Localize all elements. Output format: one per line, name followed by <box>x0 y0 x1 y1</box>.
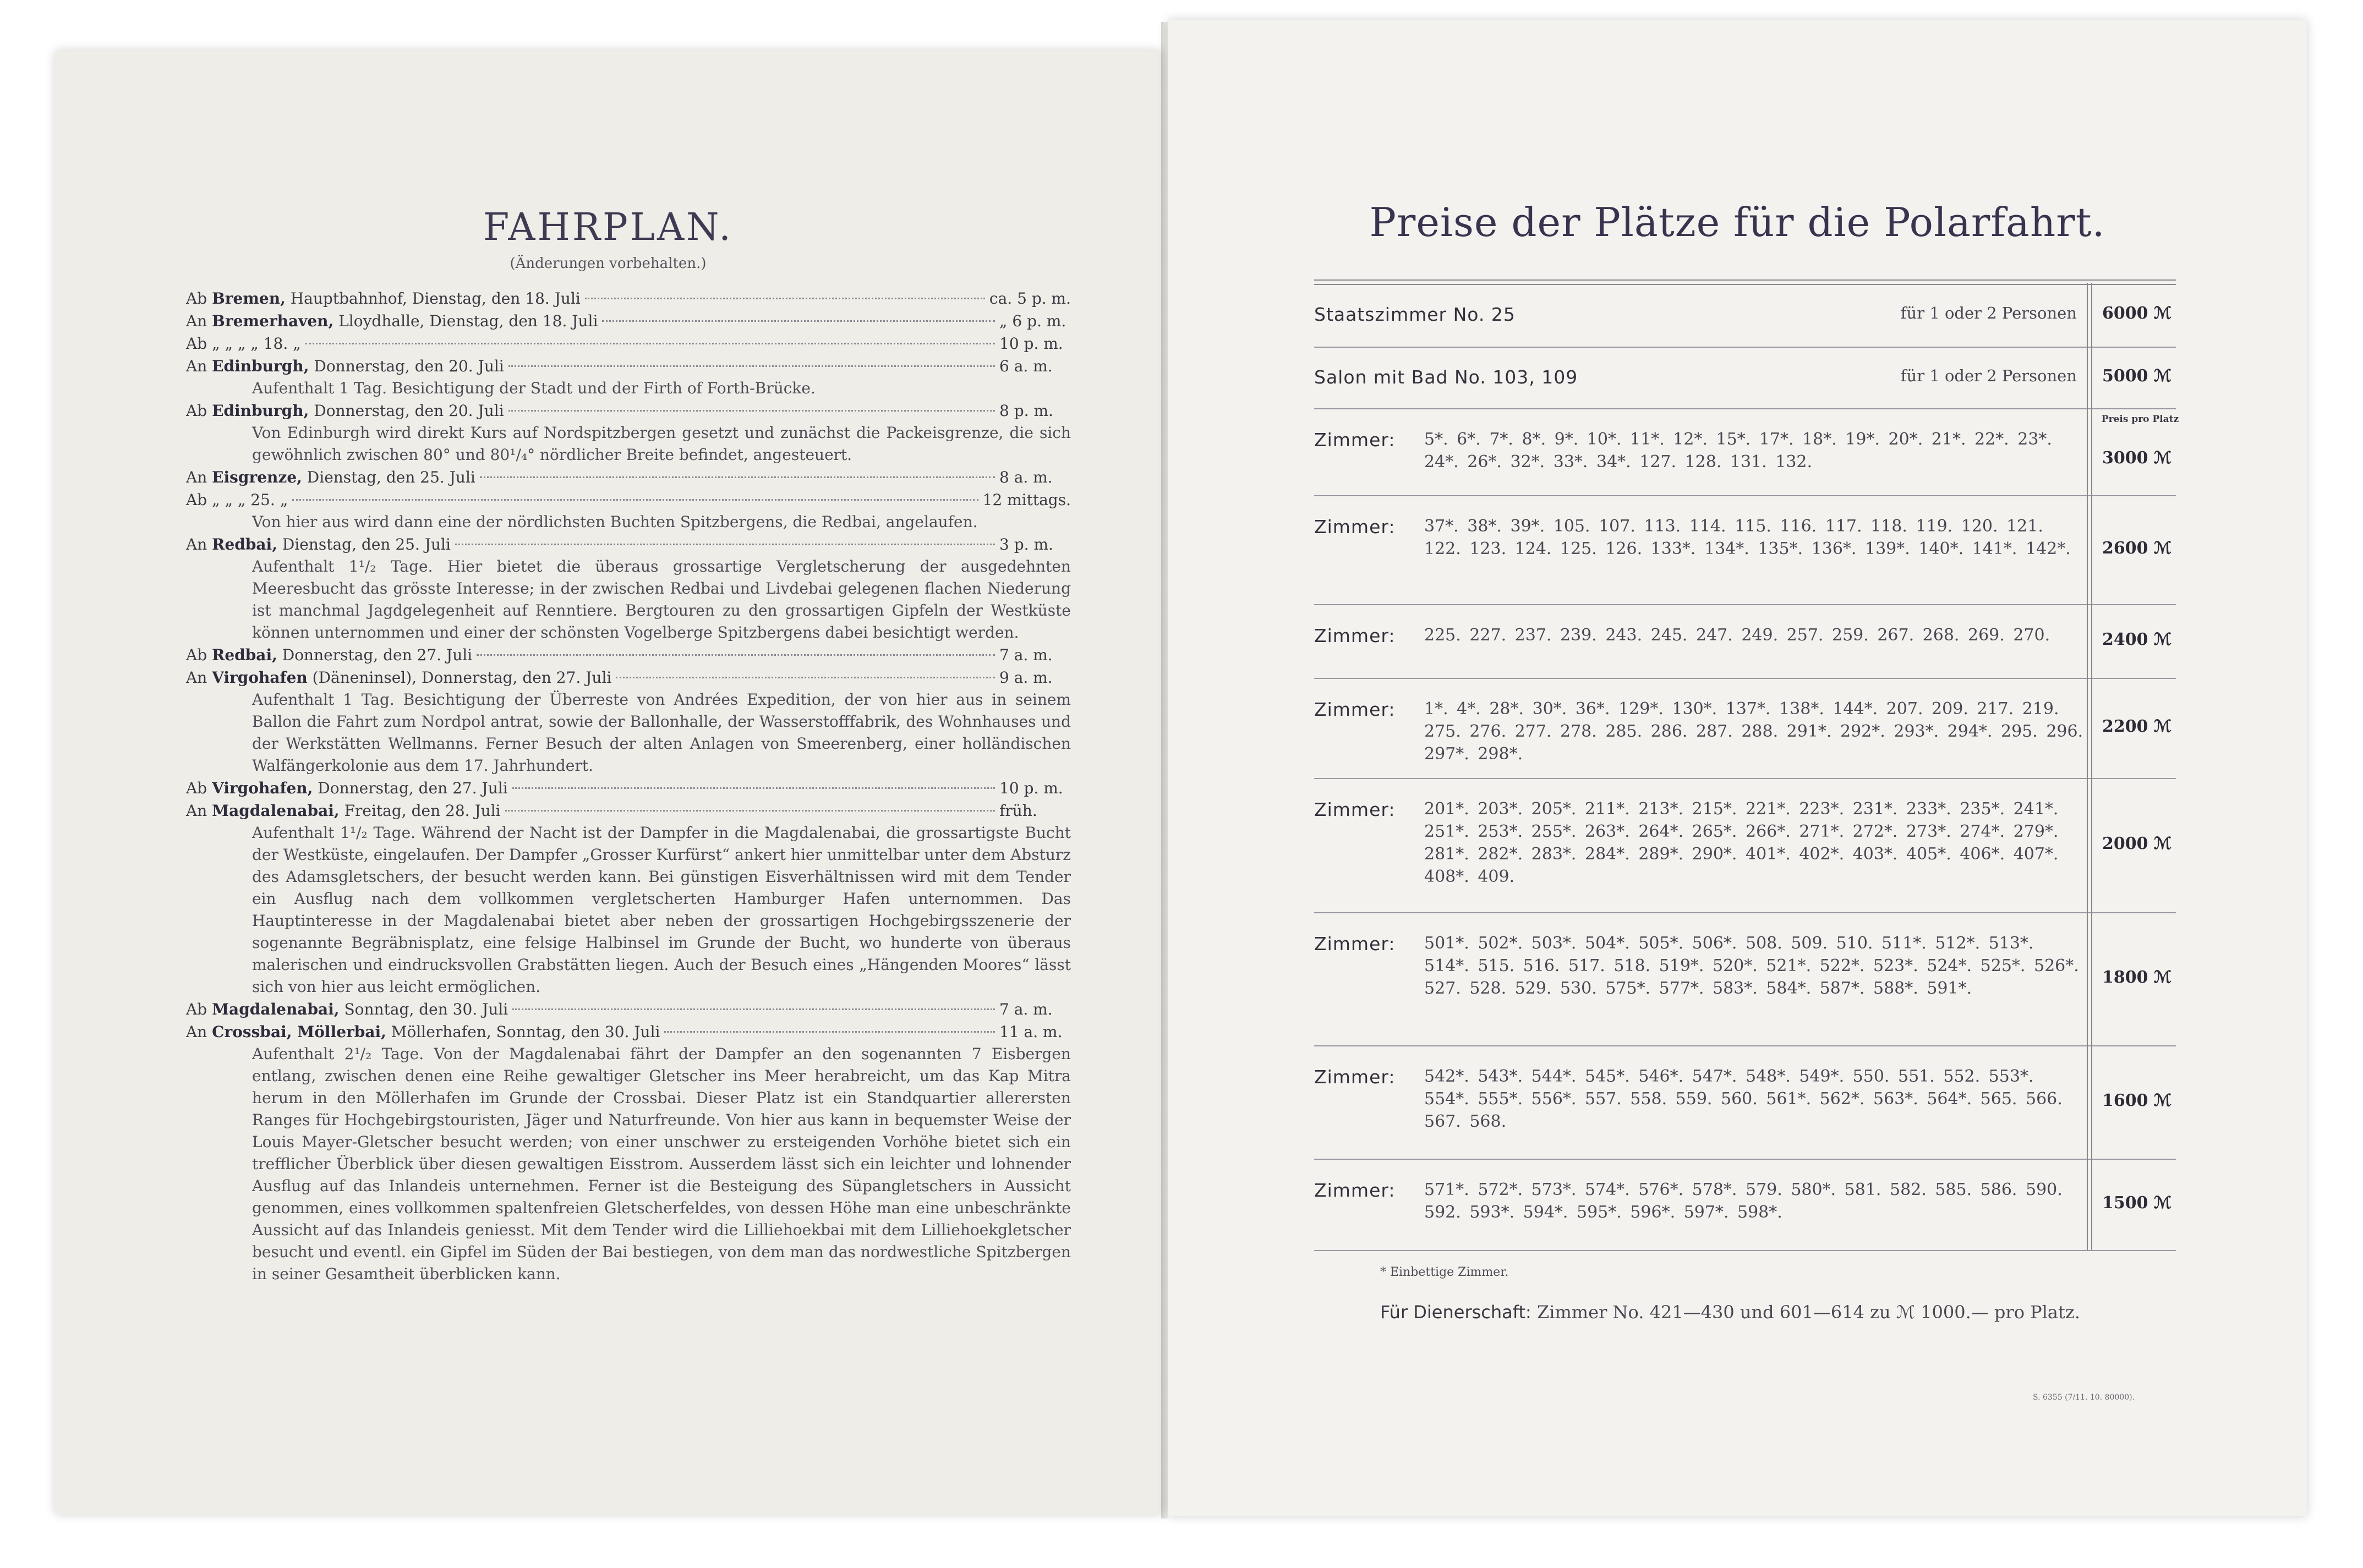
leader-dots <box>512 1008 995 1010</box>
schedule-line-text <box>186 332 301 355</box>
schedule-line-text <box>186 1021 660 1043</box>
print-code: S. 6355 (7/11. 10. 80000). <box>2033 1393 2135 1402</box>
schedule-direction: An <box>186 357 207 375</box>
leader-dots <box>305 343 995 344</box>
schedule-details: Donnerstag, den 20. Juli <box>309 402 504 420</box>
schedule-details: Möllerhafen, Sonntag, den 30. Juli <box>386 1023 660 1041</box>
schedule-line-text <box>186 489 288 511</box>
schedule-entry <box>186 466 1071 489</box>
schedule-entry <box>186 310 1071 332</box>
room-numbers: 571*. 572*. 573*. 574*. 576*. 578*. 579. 580*. 581. 582. 585. 586. 590. 592. 593*. 594*. 595*. 596*. 597*. 598*. <box>1424 1180 2063 1222</box>
price-row-label: Zimmer: <box>1314 429 1396 451</box>
schedule-direction: An <box>186 802 207 820</box>
schedule-entry <box>186 332 1071 355</box>
schedule-time: 10 p. m. <box>999 779 1063 797</box>
schedule-direction: An <box>186 668 207 687</box>
schedule-details: Freitag, den 28. Juli <box>339 802 501 820</box>
schedule-entry <box>186 777 1071 799</box>
price-row <box>1314 283 2176 348</box>
schedule-entry <box>186 489 1071 533</box>
schedule-entry <box>186 998 1071 1021</box>
schedule-note: Aufenthalt 1¹/₂ Tage. Hier bietet die überaus grossartige Vergletscherung der ausgedehnten Meeresbucht das grösste Interesse; in der zwischen Redbai und Livdebai gelegenen flachen Niederung ist manchmal Jagdgelegenheit auf Renntiere. Bergtouren zu den grossartigen Gipfeln der Westküste können unternommen und einer der schönsten Vogelberge Spitzbergens dabei besichtigt werden. <box>252 557 1071 642</box>
room-numbers: 201*. 203*. 205*. 211*. 213*. 215*. 221*. 223*. 231*. 233*. 235*. 241*. 251*. 253*. 255*. 263*. 264*. 265*. 266*. 271*. 272*. 273*. 274*. 279*. 281*. 282*. 283*. 284*. 289*. 290*. 401*. 402*. 403*. 405*. 406*. 407*. 408*. 409. <box>1424 799 2059 886</box>
schedule-details: Dienstag, den 25. Juli <box>302 468 475 486</box>
leader-dots <box>477 654 995 656</box>
dienerschaft-label: Für Dienerschaft: <box>1380 1302 1531 1323</box>
schedule-line <box>186 332 1071 355</box>
schedule-line-text <box>186 466 475 489</box>
leader-dots <box>602 320 995 322</box>
dienerschaft-text: Zimmer No. 421—430 und 601—614 zu ℳ 1000.— pro Platz. <box>1536 1302 2080 1323</box>
schedule-time: 7 a. m. <box>999 646 1053 664</box>
schedule-time: 9 a. m. <box>999 668 1053 687</box>
schedule-entry <box>186 666 1071 777</box>
leader-dots <box>480 476 995 478</box>
schedule-line <box>186 533 1071 556</box>
schedule-line-text <box>186 287 581 310</box>
schedule-entry <box>186 533 1071 644</box>
fahrplan-title: FAHRPLAN. <box>483 206 733 249</box>
schedule-line-text <box>186 644 472 666</box>
schedule-line <box>186 799 1071 822</box>
schedule-place: Magdalenabai, <box>212 802 340 820</box>
price-row <box>1314 408 2176 496</box>
footnote: * Einbettige Zimmer. <box>1380 1265 1509 1279</box>
schedule-line <box>186 466 1071 489</box>
price-value: 2400 ℳ <box>2102 630 2172 649</box>
room-numbers: 225. 227. 237. 239. 243. 245. 247. 249. 257. 259. 267. 268. 269. 270. <box>1424 626 2050 645</box>
schedule-place: Virgohafen <box>212 668 308 687</box>
fahrplan-note: (Änderungen vorbehalten.) <box>510 255 707 272</box>
schedule-line <box>186 310 1071 332</box>
schedule-note: Von Edinburgh wird direkt Kurs auf Nordspitzbergen gesetzt und zunächst die Packeisgrenze, die sich gewöhnlich zwischen 80° und 80¹/₄° nördlicher Breite befindet, angesteuert. <box>252 424 1071 464</box>
schedule-place: Edinburgh, <box>212 402 309 420</box>
schedule-time: 3 p. m. <box>999 535 1053 553</box>
price-row-label: Zimmer: <box>1314 799 1396 820</box>
persons-note: für 1 oder 2 Personen <box>1900 304 2077 322</box>
schedule-entry <box>186 644 1071 666</box>
schedule-line <box>186 777 1071 799</box>
price-column-divider <box>2087 283 2092 1250</box>
price-row-label: Zimmer: <box>1314 933 1396 955</box>
schedule-line <box>186 998 1071 1021</box>
schedule-time: früh. <box>999 802 1037 820</box>
schedule-time: 7 a. m. <box>999 1000 1053 1018</box>
schedule-line-text <box>186 399 504 422</box>
schedule-note: Von hier aus wird dann eine der nördlichsten Buchten Spitzbergens, die Redbai, angelaufen. <box>252 513 978 531</box>
schedule-direction: An <box>186 535 207 553</box>
price-row-label: Staatszimmer No. 25 <box>1314 304 1516 325</box>
price-value: 1500 ℳ <box>2102 1193 2172 1213</box>
schedule-details: Sonntag, den 30. Juli <box>339 1000 508 1018</box>
price-value: 5000 ℳ <box>2102 366 2172 386</box>
schedule-direction: Ab <box>186 289 207 308</box>
schedule-line-text <box>186 666 611 689</box>
price-value: 2200 ℳ <box>2102 717 2172 736</box>
price-row <box>1314 1045 2176 1160</box>
room-numbers: 501*. 502*. 503*. 504*. 505*. 506*. 508. 509. 510. 511*. 512*. 513*. 514*. 515. 516. 517. 518. 519*. 520*. 521*. 522*. 523*. 524*. 525*. 526*. 527. 528. 529. 530. 575*. 577*. 583*. 584*. 587*. 588*. 591*. <box>1424 934 2079 998</box>
schedule-list <box>186 287 1071 1285</box>
price-row-label: Zimmer: <box>1314 1180 1396 1201</box>
schedule-line-text <box>186 799 501 822</box>
leader-dots <box>505 810 995 812</box>
schedule-time: 8 a. m. <box>999 468 1053 486</box>
schedule-place: Crossbai, Möllerbai, <box>212 1023 386 1041</box>
schedule-line <box>186 489 1071 511</box>
schedule-line-text <box>186 998 508 1021</box>
schedule-direction: Ab <box>186 491 207 509</box>
left-page-fahrplan <box>55 51 1161 1514</box>
schedule-time: ca. 5 p. m. <box>989 289 1071 308</box>
leader-dots <box>292 499 978 501</box>
schedule-time: 12 mittags. <box>982 491 1071 509</box>
schedule-time: 10 p. m. <box>999 335 1063 353</box>
schedule-line <box>186 355 1071 377</box>
schedule-line-text <box>186 355 504 377</box>
leader-dots <box>512 787 995 789</box>
price-value: 6000 ℳ <box>2102 304 2172 323</box>
schedule-details: Hauptbahnhof, Dienstag, den 18. Juli <box>285 289 581 308</box>
schedule-entry <box>186 399 1071 466</box>
schedule-details: Dienstag, den 25. Juli <box>277 535 451 553</box>
price-row-label: Zimmer: <box>1314 625 1396 646</box>
price-row <box>1314 678 2176 779</box>
price-value: 2600 ℳ <box>2102 539 2172 558</box>
schedule-direction: Ab <box>186 646 207 664</box>
price-row-label: Salon mit Bad No. 103, 109 <box>1314 366 1578 388</box>
schedule-direction: An <box>186 1023 207 1041</box>
schedule-place: Magdalenabai, <box>212 1000 340 1018</box>
schedule-note: Aufenthalt 1 Tag. Besichtigung der Stadt und der Firth of Forth-Brücke. <box>252 379 816 397</box>
leader-dots <box>508 365 995 367</box>
schedule-place: Bremerhaven, <box>212 312 334 330</box>
schedule-place: Redbai, <box>212 535 277 553</box>
schedule-entry <box>186 287 1071 310</box>
schedule-time: 8 p. m. <box>999 402 1053 420</box>
schedule-place: Redbai, <box>212 646 277 664</box>
price-row-label: Zimmer: <box>1314 516 1396 538</box>
schedule-line <box>186 287 1071 310</box>
leader-dots <box>455 544 995 545</box>
schedule-direction: An <box>186 468 207 486</box>
room-numbers: 1*. 4*. 28*. 30*. 36*. 129*. 130*. 137*. 138*. 144*. 207. 209. 217. 219. 275. 276. 277. 278. 285. 286. 287. 288. 291*. 292*. 293*. 294*. 295. 296. 297*. 298*. <box>1424 699 2083 764</box>
schedule-time: „ 6 p. m. <box>999 312 1066 330</box>
schedule-place: Eisgrenze, <box>212 468 302 486</box>
schedule-line-text <box>186 777 508 799</box>
persons-note: für 1 oder 2 Personen <box>1900 366 2077 385</box>
schedule-entry <box>186 799 1071 998</box>
schedule-direction: Ab <box>186 402 207 420</box>
schedule-line-text <box>186 533 451 556</box>
schedule-entry <box>186 355 1071 399</box>
preis-pro-platz-header: Preis pro Platz <box>2101 414 2179 425</box>
schedule-details: Donnerstag, den 27. Juli <box>313 779 508 797</box>
schedule-direction: Ab <box>186 779 207 797</box>
leader-dots <box>664 1031 995 1033</box>
schedule-details: Donnerstag, den 27. Juli <box>277 646 473 664</box>
leader-dots <box>616 677 995 678</box>
price-value: 3000 ℳ <box>2102 448 2172 468</box>
schedule-place: Bremen, <box>212 289 286 308</box>
price-value: 2000 ℳ <box>2102 834 2172 853</box>
schedule-entry <box>186 1021 1071 1285</box>
price-row <box>1314 347 2176 409</box>
schedule-line <box>186 399 1071 422</box>
schedule-note: Aufenthalt 1 Tag. Besichtigung der Überreste von Andrées Expedition, der von hier aus in seinem Ballon die Fahrt zum Nordpol antrat, sowie der Ballonhalle, der Wasserstofffabrik, des Wohnhauses und der Werkstätten Wellmanns. Ferner Besuch der alten Anlagen von Smeerenberg, einer holländischen Walfängerkolonie aus dem 17. Jahrhundert. <box>252 690 1071 775</box>
schedule-place: Edinburgh, <box>212 357 309 375</box>
price-value: 1800 ℳ <box>2102 968 2172 987</box>
schedule-details: „ „ „ „ 18. „ <box>212 335 301 353</box>
leader-dots <box>508 410 995 412</box>
room-numbers: 37*. 38*. 39*. 105. 107. 113. 114. 115. 116. 117. 118. 119. 120. 121. 122. 123. 124. 125. 126. 133*. 134*. 135*. 136*. 139*. 140*. 141*. 142*. <box>1424 517 2071 558</box>
schedule-place: Virgohafen, <box>212 779 313 797</box>
room-numbers: 5*. 6*. 7*. 8*. 9*. 10*. 11*. 12*. 15*. 17*. 18*. 19*. 20*. 21*. 22*. 23*. 24*. 26*. 32*. 33*. 34*. 127. 128. 131. 132. <box>1424 430 2052 472</box>
schedule-line <box>186 644 1071 666</box>
schedule-details: Lloydhalle, Dienstag, den 18. Juli <box>333 312 598 330</box>
leader-dots <box>585 298 985 299</box>
schedule-details: „ „ „ 25. „ <box>212 491 288 509</box>
price-row <box>1314 778 2176 913</box>
schedule-line <box>186 666 1071 689</box>
schedule-direction: An <box>186 312 207 330</box>
schedule-line-text <box>186 310 598 332</box>
schedule-note: Aufenthalt 2¹/₂ Tage. Von der Magdalenabai fährt der Dampfer an den sogenannten 7 Eisbergen entlang, zwischen denen eine Reihe gewaltiger Gletscher ins Meer herabreicht, um das Kap Mitra herum in den Möllerhafen im Grunde der Crossbai. Dieser Platz ist ein Standquartier allerersten Ranges für Hochgebirgstouristen, Jäger und Naturfreunde. Von hier aus kann in bequemster Weise der Louis Mayer-Gletscher besucht werden; von einer unschwer zu ersteigenden Vorhöhe bietet sich ein trefflicher Überblick über diesen gewaltigen Eisstrom. Ausserdem lässt sich ein leichter und lohnender Ausflug auf das Inlandeis unternehmen. Ferner ist die Besteigung des Süpangletschers in Aussicht genommen, eines vollkommen spaltenfreien Gletscherfeldes, von dessen Höhe man eine unbeschränkte Aussicht auf das Inlandeis geniesst. Mit dem Tender wird die Lilliehoekbai mit dem Lilliehoekgletscher besucht und eventl. ein Gipfel im Süden der Bai bestiegen, von dem man das nordwestliche Spitzbergen in seiner Gesamtheit überblicken kann. <box>252 1045 1071 1283</box>
schedule-note: Aufenthalt 1¹/₂ Tage. Während der Nacht ist der Dampfer in die Magdalenabai, die grossartigste Bucht der Westküste, eingelaufen. Der Dampfer „Grosser Kurfürst“ ankert hier unmittelbar unter dem Absturz des Adamsgletschers, der besucht werden kann. Bei günstigen Eisverhältnissen wird mit dem Tender ein Ausflug nach dem vollkommen vergletscherten Hamburger Hafen unternommen. Das Hauptinteresse in der Magdalenabai bietet aber neben der grossartigen Hochgebirgsszenerie der sogenannte Begräbnisplatz, eine felsige Halbinsel im Grunde der Bucht, wo hunderte von überaus malerischen und eindrucksvollen Grabstätten liegen. Auch der Besuch eines „Hängenden Moores“ lässt sich von hier aus leicht ermöglichen. <box>252 824 1071 996</box>
schedule-details: (Däneninsel), Donnerstag, den 27. Juli <box>307 668 612 687</box>
schedule-details: Donnerstag, den 20. Juli <box>309 357 504 375</box>
price-row <box>1314 1159 2176 1251</box>
dienerschaft-line <box>1380 1302 2080 1323</box>
schedule-direction: Ab <box>186 335 207 353</box>
schedule-direction: Ab <box>186 1000 207 1018</box>
price-row-label: Zimmer: <box>1314 1066 1396 1088</box>
price-row <box>1314 912 2176 1046</box>
room-numbers: 542*. 543*. 544*. 545*. 546*. 547*. 548*. 549*. 550. 551. 552. 553*. 554*. 555*. 556*. 557. 558. 559. 560. 561*. 562*. 563*. 564*. 565. 566. 567. 568. <box>1424 1067 2063 1131</box>
schedule-time: 11 a. m. <box>999 1023 1063 1041</box>
schedule-time: 6 a. m. <box>999 357 1053 375</box>
schedule-line <box>186 1021 1071 1043</box>
preise-title: Preise der Plätze für die Polarfahrt. <box>1369 199 2105 245</box>
price-value: 1600 ℳ <box>2102 1091 2172 1110</box>
price-row-label: Zimmer: <box>1314 699 1396 720</box>
price-row <box>1314 604 2176 679</box>
price-row <box>1314 495 2176 605</box>
